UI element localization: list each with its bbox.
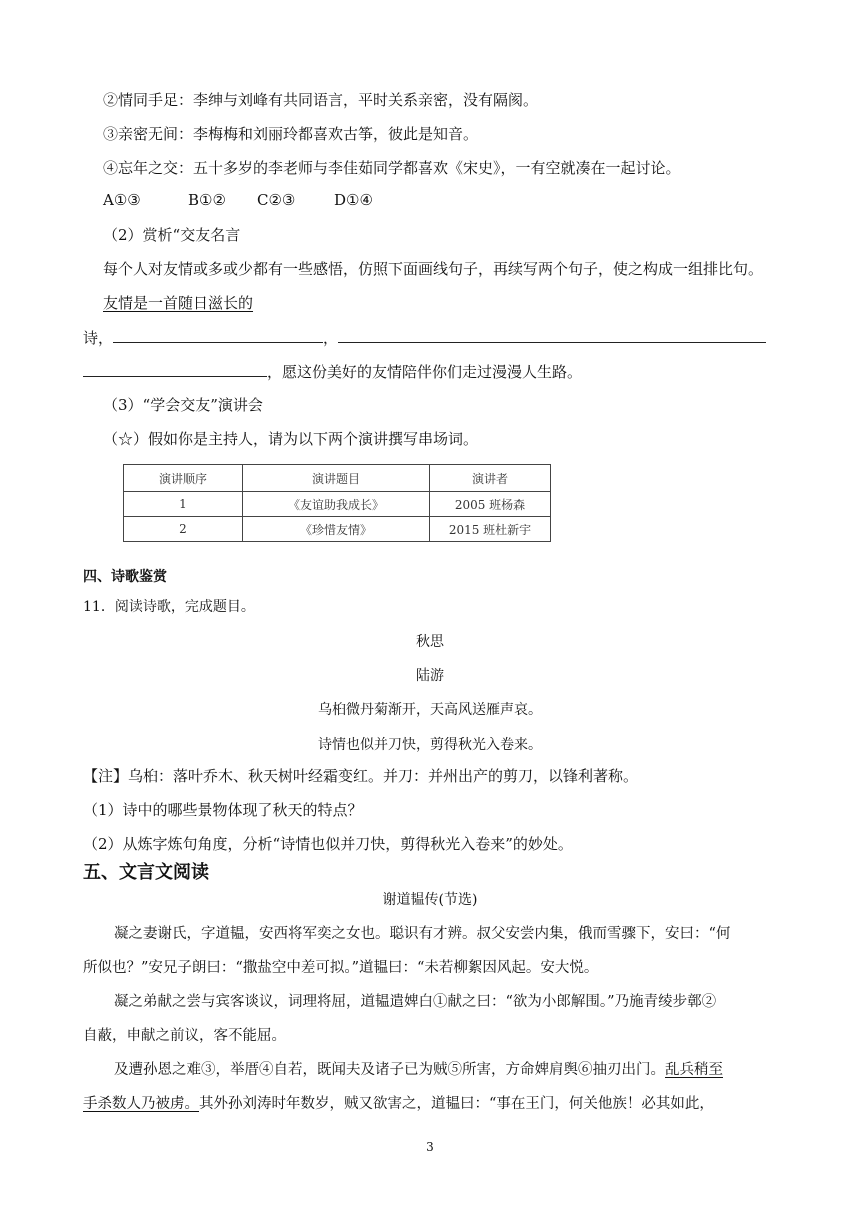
passage-p2-line-2: 自蔽，申献之前议，客不能屈。 (83, 1028, 286, 1044)
choice-d: D①④ (334, 191, 373, 209)
q2-comma: ， (323, 329, 339, 347)
poem-line-2: 诗情也似并刀快，剪得秋光入卷来。 (318, 737, 542, 753)
passage-p2-line-1: 凝之弟献之尝与宾客谈议，词理将屈，道韫遣婢白①献之曰：“欲为小郎解围。”乃施青绫步鄣② (114, 994, 717, 1010)
table-header: 演讲顺序 (124, 465, 243, 492)
speech-table (123, 464, 551, 542)
q2-answer-line-1 (83, 328, 766, 348)
passage-underlined-text: 手杀数人乃被虏。 (83, 1096, 199, 1112)
option-3: ③亲密无间：李梅梅和刘丽玲都喜欢古筝，彼此是知音。 (103, 125, 479, 143)
choice-a: A①③ (103, 191, 141, 209)
table-header: 演讲题目 (243, 465, 430, 492)
table-cell: 2005 班杨森 (430, 492, 551, 517)
choice-b: B①② (188, 191, 226, 209)
section-4-heading: 四、诗歌鉴赏 (83, 569, 167, 585)
table-cell: 2015 班杜新宇 (430, 517, 551, 542)
q2-underlined-sentence: 友情是一首随日滋长的 (103, 294, 254, 312)
passage-underlined-text: 乱兵稍至 (665, 1062, 723, 1078)
passage-title: 谢道韫传(节选) (382, 892, 478, 908)
answer-blank-3[interactable] (83, 362, 267, 377)
passage-p3-line-2 (83, 1094, 714, 1114)
poem-author: 陆游 (416, 668, 444, 684)
page-number: 3 (426, 1140, 434, 1154)
passage-text: 其外孙刘涛时年数岁，贼又欲害之，道韫曰：“事在王门，何关他族！必其如此， (199, 1096, 714, 1112)
option-4: ④忘年之交：五十多岁的李老师与李佳茹同学都喜欢《宋史》，一有空就凑在一起讨论。 (103, 159, 681, 177)
q2-ending: ，愿这份美好的友情陪伴你们走过漫漫人生路。 (267, 363, 583, 381)
q2-title: （2）赏析“交友名言 (103, 226, 241, 244)
table-cell: 2 (124, 517, 243, 542)
passage-p1-line-1: 凝之妻谢氏，字道韫，安西将军奕之女也。聪识有才辨。叔父安尝内集，俄而雪骤下，安曰：“何 (114, 926, 731, 942)
q2-line-start: 诗， (83, 329, 114, 347)
table-header: 演讲者 (430, 465, 551, 492)
q3-task: （☆）假如你是主持人，请为以下两个演讲撰写串场词。 (103, 430, 479, 448)
poem-note: 【注】乌桕：落叶乔木、秋天树叶经霜变红。并刀：并州出产的剪刀，以锋利著称。 (83, 767, 639, 785)
passage-p1-line-2: 所似也？”安兄子朗曰：“撒盐空中差可拟。”道韫曰：“未若柳絮因风起。安大悦。 (83, 960, 599, 976)
table-cell: 《友谊助我成长》 (243, 492, 430, 517)
answer-blank-2[interactable] (338, 328, 766, 343)
q3-title: （3）“学会交友”演讲会 (103, 396, 263, 414)
answer-blank-1[interactable] (113, 328, 323, 343)
table-row (124, 492, 551, 517)
choice-c: C②③ (257, 191, 296, 209)
poem-title: 秋思 (416, 634, 444, 650)
option-2: ②情同手足：李绅与刘峰有共同语言，平时关系亲密，没有隔阂。 (103, 91, 539, 109)
table-cell: 1 (124, 492, 243, 517)
table-header-row (124, 465, 551, 492)
table-cell: 《珍惜友情》 (243, 517, 430, 542)
q2-instruction: 每个人对友情或多或少都有一些感悟，仿照下面画线句子，再续写两个句子，使之构成一组排比句。 (103, 260, 764, 278)
poem-line-1: 乌桕微丹菊渐开，天高风送雁声哀。 (318, 702, 542, 718)
passage-text: 及遭孙恩之难③，举厝④自若，既闻夫及诸子已为贼⑤所害，方命婢肩舆⑥抽刃出门。 (114, 1062, 665, 1078)
q2-answer-line-2 (83, 362, 582, 382)
poem-question-2: （2）从炼字炼句角度，分析“诗情也似并刀快，剪得秋光入卷来”的妙处。 (83, 835, 573, 853)
passage-p3-line-1 (114, 1060, 723, 1080)
section-5-heading: 五、文言文阅读 (83, 862, 209, 883)
poem-question-1: （1）诗中的哪些景物体现了秋天的特点？ (83, 801, 363, 819)
table-row (124, 517, 551, 542)
question-11: 11．阅读诗歌，完成题目。 (83, 599, 255, 615)
